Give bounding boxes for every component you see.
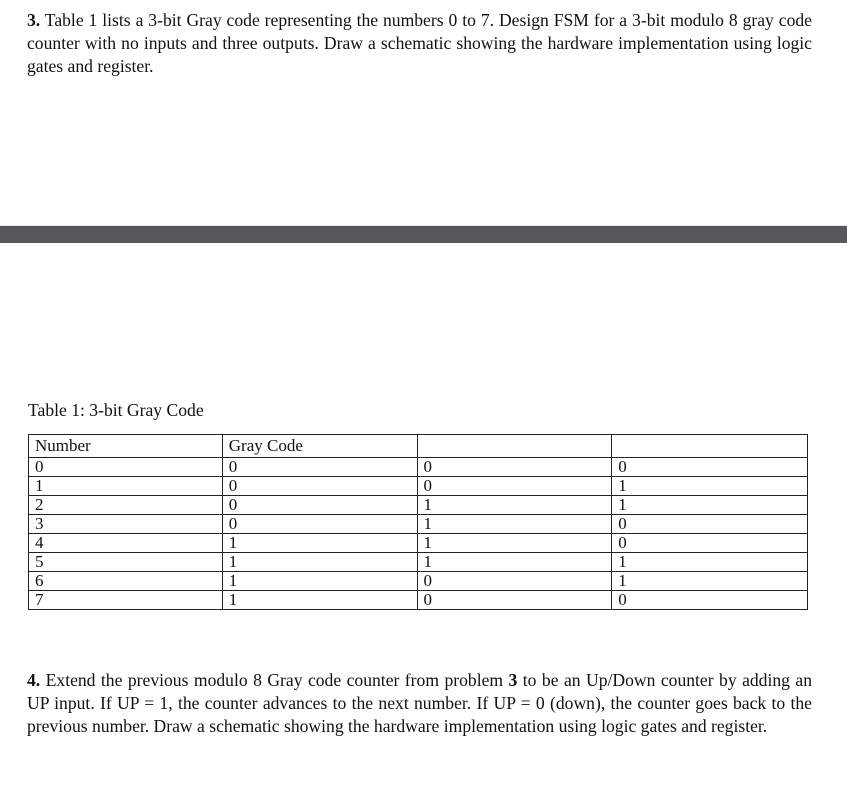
cell-bit2: 1 (222, 534, 417, 553)
cell-bit0: 0 (612, 458, 808, 477)
cell-bit1: 1 (417, 496, 612, 515)
cell-bit0: 0 (612, 534, 808, 553)
cell-number: 3 (29, 515, 223, 534)
cell-bit2: 0 (222, 477, 417, 496)
cell-bit1: 0 (417, 572, 612, 591)
header-number: Number (29, 435, 223, 458)
table-row (29, 496, 808, 515)
cell-number: 5 (29, 553, 223, 572)
cell-bit2: 1 (222, 553, 417, 572)
cell-bit2: 1 (222, 572, 417, 591)
cell-bit2: 0 (222, 515, 417, 534)
header-gray-code: Gray Code (222, 435, 417, 458)
cell-bit0: 1 (612, 572, 808, 591)
table-row (29, 572, 808, 591)
table-row (29, 553, 808, 572)
gray-code-table (28, 434, 808, 610)
question-4-text (27, 669, 812, 738)
cell-bit1: 1 (417, 534, 612, 553)
question-4-problem-ref: 3 (508, 670, 518, 690)
table-header-row (29, 435, 808, 458)
table-row (29, 515, 808, 534)
question-4-body-part1: Extend the previous modulo 8 Gray code counter from problem (40, 670, 509, 690)
cell-bit0: 1 (612, 477, 808, 496)
cell-bit2: 0 (222, 496, 417, 515)
table-row (29, 591, 808, 610)
cell-bit1: 0 (417, 477, 612, 496)
header-blank-2 (612, 435, 808, 458)
cell-number: 7 (29, 591, 223, 610)
cell-number: 4 (29, 534, 223, 553)
cell-bit2: 0 (222, 458, 417, 477)
table-row (29, 458, 808, 477)
cell-bit2: 1 (222, 591, 417, 610)
cell-bit0: 0 (612, 591, 808, 610)
question-4-body-part2: to be an Up/Down counter by adding an UP input. If UP = 1, the counter advances to the next number. If UP = 0 (down), the counter goes back to the previous number. Draw a schematic showing the hardware implementation using logic gates and register. (27, 670, 813, 736)
cell-number: 6 (29, 572, 223, 591)
cell-bit0: 1 (612, 553, 808, 572)
cell-bit1: 0 (417, 591, 612, 610)
table-row (29, 477, 808, 496)
question-3-text (27, 9, 812, 78)
section-divider (0, 225, 847, 243)
cell-bit0: 1 (612, 496, 808, 515)
header-blank-1 (417, 435, 612, 458)
cell-number: 1 (29, 477, 223, 496)
question-3-body: Table 1 lists a 3-bit Gray code representing the numbers 0 to 7. Design FSM for a 3-bit modulo 8 gray code counter with no inputs and three outputs. Draw a schematic showing the hardware implementation using logic gates and register. (27, 10, 812, 76)
table-caption: Table 1: 3-bit Gray Code (28, 400, 204, 420)
cell-bit1: 0 (417, 458, 612, 477)
cell-number: 2 (29, 496, 223, 515)
question-3-number: 3. (27, 10, 41, 30)
question-4-number: 4. (27, 670, 41, 690)
cell-bit1: 1 (417, 553, 612, 572)
table-row (29, 534, 808, 553)
cell-bit0: 0 (612, 515, 808, 534)
cell-number: 0 (29, 458, 223, 477)
cell-bit1: 1 (417, 515, 612, 534)
